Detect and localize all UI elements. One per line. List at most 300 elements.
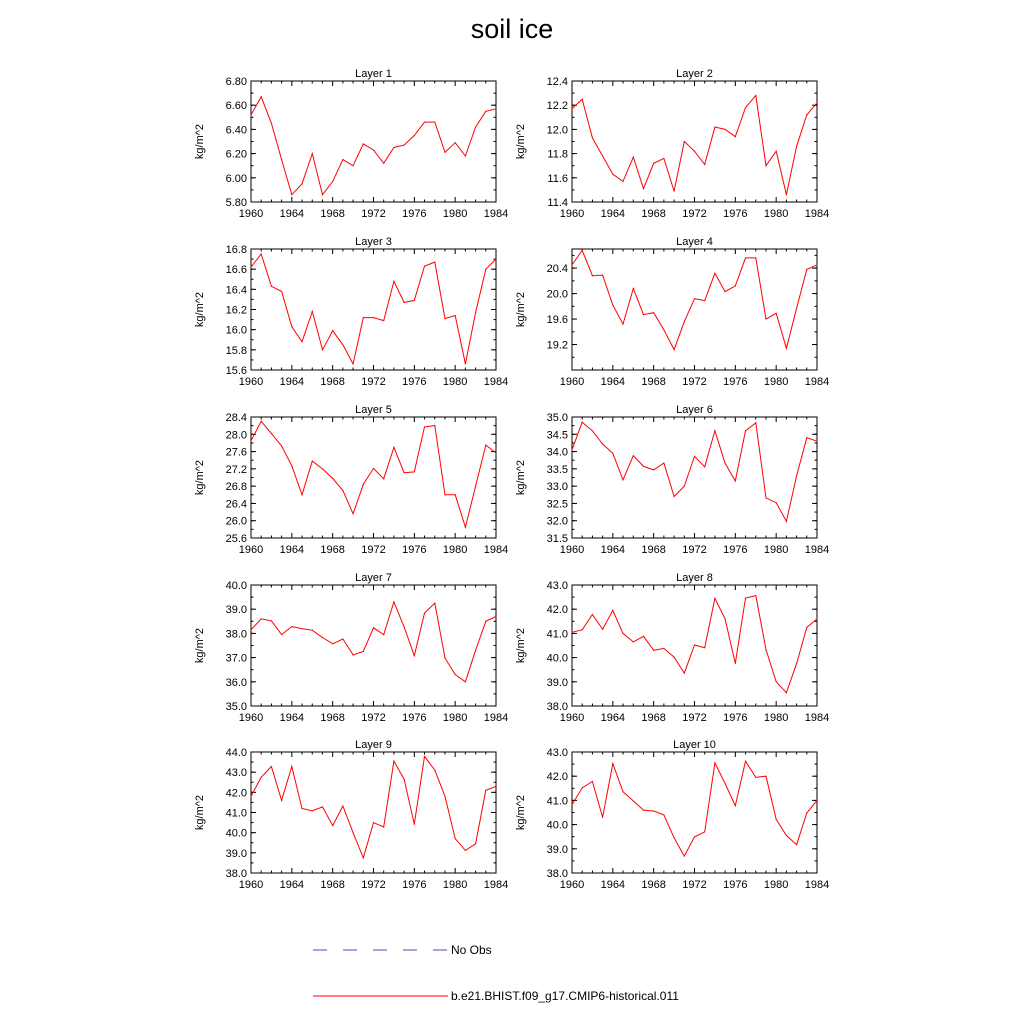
data-point [714, 273, 715, 274]
x-tick-label: 1980 [763, 544, 789, 556]
data-point [653, 810, 654, 811]
series-line [572, 422, 817, 521]
y-tick-label: 11.4 [547, 197, 568, 209]
data-point [414, 135, 415, 136]
data-point [796, 663, 797, 664]
data-point [592, 781, 593, 782]
data-point [434, 122, 435, 123]
series-line [251, 97, 496, 195]
y-tick-label: 6.40 [225, 124, 247, 137]
data-point [571, 804, 572, 805]
x-tick-label: 1968 [320, 544, 345, 556]
data-point [250, 440, 251, 441]
y-tick-label: 6.00 [225, 172, 247, 185]
x-tick-label: 1980 [442, 879, 468, 891]
data-point [755, 422, 756, 423]
data-point [725, 129, 726, 130]
data-point [352, 832, 353, 833]
y-tick-label: 27.6 [225, 446, 247, 459]
data-point [745, 430, 746, 431]
x-tick-label: 1980 [763, 879, 789, 891]
y-tick-label: 16.2 [225, 304, 247, 317]
data-point [250, 114, 251, 115]
data-point [765, 318, 766, 319]
y-axis-label: kg/m^2 [194, 459, 206, 496]
x-tick-label: 1984 [804, 376, 830, 388]
data-point [312, 810, 313, 811]
y-tick-label: 12.4 [546, 76, 568, 88]
x-tick-label: 1960 [559, 544, 585, 556]
data-point [725, 463, 726, 464]
data-point [332, 330, 333, 331]
data-point [414, 300, 415, 301]
x-tick-label: 1964 [279, 208, 305, 220]
x-tick-label: 1960 [559, 376, 585, 388]
data-point [816, 264, 817, 265]
data-point [776, 151, 777, 152]
y-tick-label: 41.0 [546, 795, 568, 808]
series-line [572, 96, 817, 195]
y-tick-label: 20.0 [546, 288, 568, 301]
data-point [485, 111, 486, 112]
x-tick-label: 1972 [361, 208, 386, 220]
data-point [261, 253, 262, 254]
x-tick-label: 1972 [682, 712, 707, 724]
y-axis-label: kg/m^2 [515, 627, 527, 664]
panel-layer-5 [194, 404, 508, 556]
data-point [571, 108, 572, 109]
data-point [301, 494, 302, 495]
data-point [465, 527, 466, 528]
x-tick-label: 1972 [361, 376, 386, 388]
data-point [495, 108, 496, 109]
data-point [261, 777, 262, 778]
series-line [251, 756, 496, 858]
panel-layer-1 [194, 68, 508, 220]
x-tick-label: 1968 [320, 712, 345, 724]
data-point [414, 655, 415, 656]
data-point [465, 155, 466, 156]
data-point [291, 326, 292, 327]
y-tick-label: 40.0 [546, 819, 568, 832]
y-tick-label: 33.0 [546, 481, 568, 494]
x-tick-label: 1976 [723, 376, 748, 388]
y-tick-label: 41.0 [546, 628, 568, 641]
data-point [434, 603, 435, 604]
y-tick-label: 43.0 [546, 580, 568, 592]
data-point [745, 761, 746, 762]
x-tick-label: 1980 [442, 712, 468, 724]
x-tick-label: 1968 [320, 879, 345, 891]
y-tick-label: 25.6 [225, 533, 247, 545]
data-point [444, 657, 445, 658]
plot-frame [572, 417, 817, 538]
panel-title: Layer 10 [673, 739, 716, 751]
y-tick-label: 5.80 [225, 197, 247, 209]
data-point [281, 800, 282, 801]
y-tick-label: 26.8 [225, 481, 247, 494]
x-tick-label: 1960 [559, 208, 585, 220]
x-tick-label: 1968 [641, 208, 666, 220]
data-point [633, 641, 634, 642]
series-line [251, 421, 496, 527]
data-point [602, 443, 603, 444]
x-tick-label: 1964 [279, 879, 305, 891]
data-point [444, 152, 445, 153]
y-tick-label: 44.0 [225, 747, 247, 759]
data-point [404, 779, 405, 780]
panel-layer-8 [515, 572, 829, 724]
x-tick-label: 1984 [483, 208, 509, 220]
data-point [612, 304, 613, 305]
y-tick-label: 34.5 [546, 429, 568, 442]
data-point [291, 766, 292, 767]
data-point [332, 825, 333, 826]
x-tick-label: 1984 [483, 712, 509, 724]
panel-layer-7 [194, 572, 508, 724]
data-point [643, 466, 644, 467]
data-point [663, 329, 664, 330]
x-tick-label: 1964 [600, 208, 626, 220]
y-tick-label: 41.0 [225, 807, 247, 820]
x-tick-label: 1980 [763, 376, 789, 388]
data-point [250, 796, 251, 797]
x-tick-label: 1964 [279, 376, 305, 388]
data-point [622, 324, 623, 325]
data-point [796, 844, 797, 845]
data-point [281, 634, 282, 635]
data-point [393, 447, 394, 448]
data-point [653, 312, 654, 313]
data-point [776, 681, 777, 682]
panel-title: Layer 3 [355, 236, 392, 248]
data-point [485, 621, 486, 622]
panel-layer-6 [515, 404, 829, 556]
y-tick-label: 16.6 [225, 264, 247, 277]
data-point [714, 126, 715, 127]
data-point [622, 181, 623, 182]
panel-layer-4 [515, 236, 829, 388]
x-tick-label: 1976 [723, 879, 748, 891]
data-point [301, 628, 302, 629]
y-tick-label: 15.8 [225, 344, 247, 357]
data-point [312, 630, 313, 631]
plot-frame [572, 81, 817, 202]
data-point [485, 269, 486, 270]
y-tick-label: 38.0 [225, 628, 247, 641]
data-point [786, 692, 787, 693]
data-point [643, 188, 644, 189]
data-point [322, 194, 323, 195]
x-tick-label: 1968 [320, 376, 345, 388]
data-point [765, 776, 766, 777]
x-tick-label: 1984 [804, 712, 830, 724]
data-point [786, 835, 787, 836]
data-point [404, 626, 405, 627]
data-point [475, 486, 476, 487]
x-tick-label: 1976 [402, 879, 427, 891]
x-tick-label: 1960 [238, 544, 264, 556]
data-point [816, 800, 817, 801]
data-point [643, 636, 644, 637]
data-point [465, 681, 466, 682]
data-point [612, 453, 613, 454]
data-point [475, 126, 476, 127]
data-point [755, 257, 756, 258]
x-tick-label: 1984 [804, 544, 830, 556]
data-point [271, 123, 272, 124]
data-point [612, 174, 613, 175]
x-tick-label: 1984 [804, 879, 830, 891]
series-line [251, 254, 496, 364]
data-point [393, 601, 394, 602]
data-point [322, 349, 323, 350]
data-point [281, 291, 282, 292]
data-point [322, 468, 323, 469]
x-tick-label: 1976 [402, 376, 427, 388]
data-point [332, 478, 333, 479]
data-point [383, 634, 384, 635]
x-tick-label: 1980 [763, 208, 789, 220]
panel-title: Layer 5 [355, 404, 392, 416]
panel-title: Layer 6 [676, 404, 713, 416]
data-point [714, 762, 715, 763]
legend-label-model: b.e21.BHIST.f09_g17.CMIP6-historical.011 [451, 989, 679, 1003]
panel-layer-9 [194, 739, 508, 891]
data-point [684, 486, 685, 487]
data-point [735, 136, 736, 137]
data-point [434, 425, 435, 426]
data-point [373, 627, 374, 628]
data-point [633, 455, 634, 456]
y-tick-label: 32.5 [546, 498, 568, 511]
data-point [495, 786, 496, 787]
data-point [444, 796, 445, 797]
data-point [612, 763, 613, 764]
y-tick-label: 27.2 [225, 463, 247, 476]
data-point [735, 480, 736, 481]
data-point [301, 183, 302, 184]
y-tick-label: 15.6 [225, 365, 247, 377]
legend-label-no-obs: No Obs [451, 943, 492, 957]
y-tick-label: 19.6 [546, 314, 568, 327]
plot-frame [572, 249, 817, 370]
data-point [806, 437, 807, 438]
data-point [704, 647, 705, 648]
x-tick-label: 1980 [763, 712, 789, 724]
data-point [806, 627, 807, 628]
data-point [261, 421, 262, 422]
x-tick-label: 1960 [238, 712, 264, 724]
data-point [673, 837, 674, 838]
x-tick-label: 1968 [320, 208, 345, 220]
data-point [291, 194, 292, 195]
data-point [592, 275, 593, 276]
data-point [622, 479, 623, 480]
data-point [786, 521, 787, 522]
data-point [475, 650, 476, 651]
data-point [373, 317, 374, 318]
data-point [582, 787, 583, 788]
data-point [455, 142, 456, 143]
data-point [602, 817, 603, 818]
data-point [373, 468, 374, 469]
data-point [455, 674, 456, 675]
data-point [475, 312, 476, 313]
data-point [755, 95, 756, 96]
x-tick-label: 1976 [723, 712, 748, 724]
data-point [653, 650, 654, 651]
y-tick-label: 28.0 [225, 429, 247, 442]
data-point [684, 321, 685, 322]
data-point [694, 836, 695, 837]
y-tick-label: 39.0 [546, 676, 568, 689]
y-tick-label: 11.8 [547, 148, 568, 161]
panel-title: Layer 1 [355, 68, 392, 80]
data-point [352, 363, 353, 364]
data-point [704, 164, 705, 165]
data-point [643, 809, 644, 810]
data-point [786, 348, 787, 349]
y-tick-label: 32.0 [546, 515, 568, 528]
panel-layer-2 [515, 68, 829, 220]
x-tick-label: 1964 [600, 879, 626, 891]
y-tick-label: 20.4 [546, 263, 568, 276]
y-tick-label: 42.0 [546, 604, 568, 617]
x-tick-label: 1972 [682, 208, 707, 220]
data-point [332, 643, 333, 644]
x-tick-label: 1976 [402, 208, 427, 220]
data-point [816, 102, 817, 103]
y-tick-label: 6.60 [225, 100, 247, 113]
data-point [765, 497, 766, 498]
y-tick-label: 28.4 [225, 412, 247, 424]
data-point [352, 165, 353, 166]
y-tick-label: 38.0 [225, 868, 247, 880]
data-point [342, 344, 343, 345]
data-point [582, 422, 583, 423]
x-tick-label: 1972 [361, 544, 386, 556]
data-point [465, 363, 466, 364]
data-point [363, 651, 364, 652]
data-point [485, 790, 486, 791]
data-point [796, 475, 797, 476]
data-point [281, 445, 282, 446]
data-point [455, 494, 456, 495]
data-point [363, 484, 364, 485]
x-tick-label: 1960 [238, 879, 264, 891]
y-axis-label: kg/m^2 [194, 794, 206, 831]
y-tick-label: 37.0 [225, 652, 247, 665]
data-point [342, 638, 343, 639]
y-axis-label: kg/m^2 [194, 123, 206, 160]
y-tick-label: 38.0 [546, 701, 568, 713]
y-tick-label: 16.0 [225, 324, 247, 337]
data-point [796, 146, 797, 147]
x-tick-label: 1984 [804, 208, 830, 220]
data-point [765, 649, 766, 650]
data-point [653, 469, 654, 470]
plot-frame [251, 585, 496, 706]
x-tick-label: 1972 [682, 879, 707, 891]
y-tick-label: 38.0 [546, 868, 568, 880]
data-point [383, 163, 384, 164]
y-tick-label: 6.20 [225, 148, 247, 161]
data-point [806, 269, 807, 270]
data-point [271, 620, 272, 621]
data-point [424, 756, 425, 757]
data-point [424, 266, 425, 267]
data-point [704, 300, 705, 301]
data-point [495, 258, 496, 259]
data-point [816, 618, 817, 619]
data-point [582, 99, 583, 100]
series-line [572, 250, 817, 349]
panel-title: Layer 2 [676, 68, 713, 80]
data-point [663, 648, 664, 649]
x-tick-label: 1960 [559, 879, 585, 891]
data-point [250, 629, 251, 630]
y-tick-label: 40.0 [225, 580, 247, 592]
data-point [404, 472, 405, 473]
data-point [475, 843, 476, 844]
data-point [694, 298, 695, 299]
data-point [745, 107, 746, 108]
x-tick-label: 1968 [641, 544, 666, 556]
data-point [444, 318, 445, 319]
data-point [455, 315, 456, 316]
data-point [434, 262, 435, 263]
data-point [663, 158, 664, 159]
y-tick-label: 35.0 [546, 412, 568, 424]
data-point [643, 314, 644, 315]
y-tick-label: 39.0 [546, 843, 568, 856]
data-point [571, 264, 572, 265]
x-tick-label: 1964 [600, 376, 626, 388]
data-point [404, 145, 405, 146]
data-point [633, 157, 634, 158]
x-tick-label: 1960 [238, 208, 264, 220]
data-point [602, 155, 603, 156]
data-point [592, 137, 593, 138]
data-point [776, 819, 777, 820]
data-point [383, 826, 384, 827]
data-point [663, 462, 664, 463]
data-point [602, 275, 603, 276]
x-tick-label: 1972 [682, 544, 707, 556]
data-point [582, 250, 583, 251]
data-point [393, 281, 394, 282]
data-point [301, 808, 302, 809]
x-tick-label: 1984 [483, 879, 509, 891]
data-point [755, 777, 756, 778]
data-point [673, 349, 674, 350]
y-tick-label: 39.0 [225, 847, 247, 860]
x-tick-label: 1972 [361, 879, 386, 891]
data-point [633, 800, 634, 801]
data-point [745, 597, 746, 598]
data-point [455, 838, 456, 839]
x-tick-label: 1972 [682, 376, 707, 388]
data-point [571, 449, 572, 450]
data-point [673, 191, 674, 192]
data-point [653, 163, 654, 164]
panel-layer-10 [515, 739, 829, 891]
y-tick-label: 40.0 [225, 827, 247, 840]
data-point [673, 657, 674, 658]
x-tick-label: 1984 [483, 544, 509, 556]
data-point [363, 317, 364, 318]
